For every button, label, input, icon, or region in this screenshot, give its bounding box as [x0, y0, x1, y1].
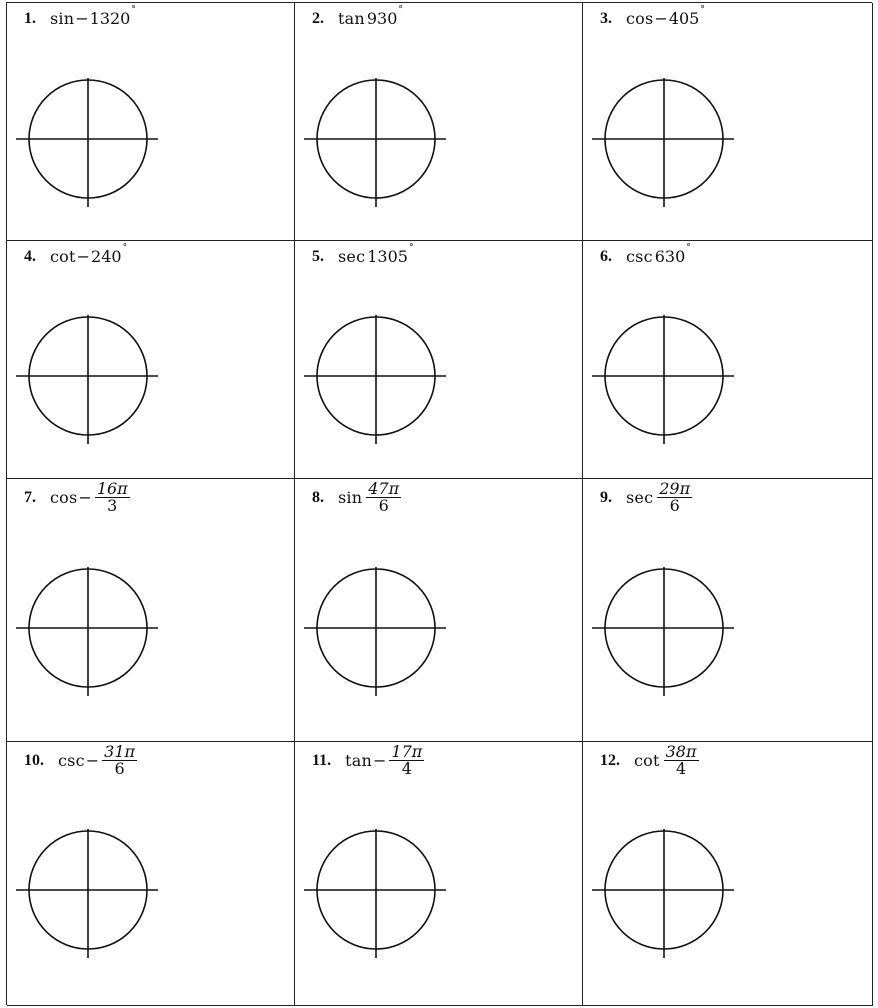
denominator: 4: [401, 759, 412, 778]
degree-symbol: °: [131, 5, 136, 15]
degree-symbol: °: [686, 243, 691, 253]
unit-circle-icon: [16, 827, 160, 961]
unit-circle-icon: [304, 76, 448, 210]
angle-fraction: [95, 481, 130, 514]
problem-number: 1.: [24, 10, 36, 27]
trig-function: cot: [634, 750, 660, 770]
problem-label: [24, 744, 137, 777]
sign: −: [76, 247, 91, 266]
trig-function: tan: [345, 750, 372, 770]
denominator: 4: [675, 759, 687, 778]
trig-function: tan: [338, 9, 365, 28]
problem-label: [24, 481, 130, 514]
sign: −: [75, 9, 89, 28]
problem-cell-5: [295, 241, 583, 479]
numerator: 17π: [391, 742, 423, 761]
problem-label: [312, 481, 401, 514]
problem-number: 4.: [24, 248, 36, 265]
problem-number: 6.: [600, 248, 612, 265]
unit-circle-icon: [16, 313, 160, 447]
numerator: 29π: [659, 479, 691, 498]
angle-fraction: [366, 481, 401, 514]
problem-number: 5.: [312, 248, 324, 265]
problem-number: 12.: [600, 751, 620, 769]
numerator: 31π: [104, 742, 136, 761]
trig-function: sin: [338, 487, 363, 507]
problem-number: 2.: [312, 10, 324, 27]
problem-label: [600, 243, 691, 267]
problem-label: [600, 481, 692, 514]
angle-fraction: [102, 744, 137, 777]
angle-value: 1320: [89, 9, 131, 28]
denominator: 6: [114, 759, 125, 778]
unit-circle-icon: [16, 565, 160, 699]
problem-cell-8: [295, 479, 583, 742]
unit-circle-icon: [16, 76, 160, 210]
sign: −: [373, 750, 387, 770]
denominator: 6: [378, 496, 389, 515]
numerator: 16π: [96, 479, 128, 498]
unit-circle-icon: [304, 313, 448, 447]
angle-value: 630: [654, 247, 686, 266]
worksheet-grid: [6, 2, 872, 1005]
problem-cell-7: [7, 479, 295, 742]
trig-function: csc: [58, 750, 85, 770]
sign: −: [654, 9, 668, 28]
problem-label: [312, 243, 414, 267]
unit-circle-icon: [304, 565, 448, 699]
problem-cell-6: [583, 241, 873, 479]
numerator: 38π: [665, 742, 697, 761]
problem-cell-12: [583, 742, 873, 1006]
angle-fraction: [664, 744, 699, 777]
trig-function: cos: [626, 9, 654, 28]
problem-number: 3.: [600, 10, 612, 27]
unit-circle-icon: [304, 827, 448, 961]
trig-function: cos: [50, 487, 78, 507]
angle-fraction: [657, 481, 692, 514]
unit-circle-icon: [592, 565, 736, 699]
problem-label: [312, 5, 403, 29]
problem-number: 8.: [312, 488, 324, 506]
trig-function: sec: [626, 487, 654, 507]
degree-symbol: °: [122, 243, 128, 253]
problem-cell-11: [295, 742, 583, 1006]
trig-function: sec: [338, 247, 366, 266]
denominator: 6: [669, 496, 680, 515]
angle-value: 1305: [367, 247, 408, 266]
numerator: 47π: [368, 479, 400, 498]
trig-function: sin: [50, 9, 75, 28]
problem-number: 7.: [24, 488, 36, 506]
unit-circle-icon: [592, 313, 736, 447]
problem-label: [312, 744, 424, 777]
angle-fraction: [389, 744, 424, 777]
problem-label: [600, 744, 699, 777]
problem-label: [600, 5, 705, 29]
trig-function: cot: [50, 247, 76, 266]
denominator: 3: [107, 496, 118, 515]
problem-cell-3: [583, 3, 873, 241]
degree-symbol: °: [700, 5, 705, 15]
trig-function: csc: [626, 247, 653, 266]
problem-cell-10: [7, 742, 295, 1006]
angle-value: 240: [91, 247, 122, 266]
unit-circle-icon: [592, 827, 736, 961]
unit-circle-icon: [592, 76, 736, 210]
problem-label: [24, 5, 136, 29]
problem-cell-2: [295, 3, 583, 241]
problem-number: 10.: [24, 751, 44, 769]
problem-label: [24, 243, 128, 267]
sign: −: [78, 487, 92, 507]
problem-number: 11.: [312, 751, 332, 769]
degree-symbol: °: [408, 243, 414, 253]
problem-cell-4: [7, 241, 295, 479]
degree-symbol: °: [398, 5, 403, 15]
problem-cell-9: [583, 479, 873, 742]
problem-cell-1: [7, 3, 295, 241]
angle-value: 405: [668, 9, 700, 28]
sign: −: [85, 750, 100, 770]
angle-value: 930: [366, 9, 398, 28]
problem-number: 9.: [600, 488, 612, 506]
